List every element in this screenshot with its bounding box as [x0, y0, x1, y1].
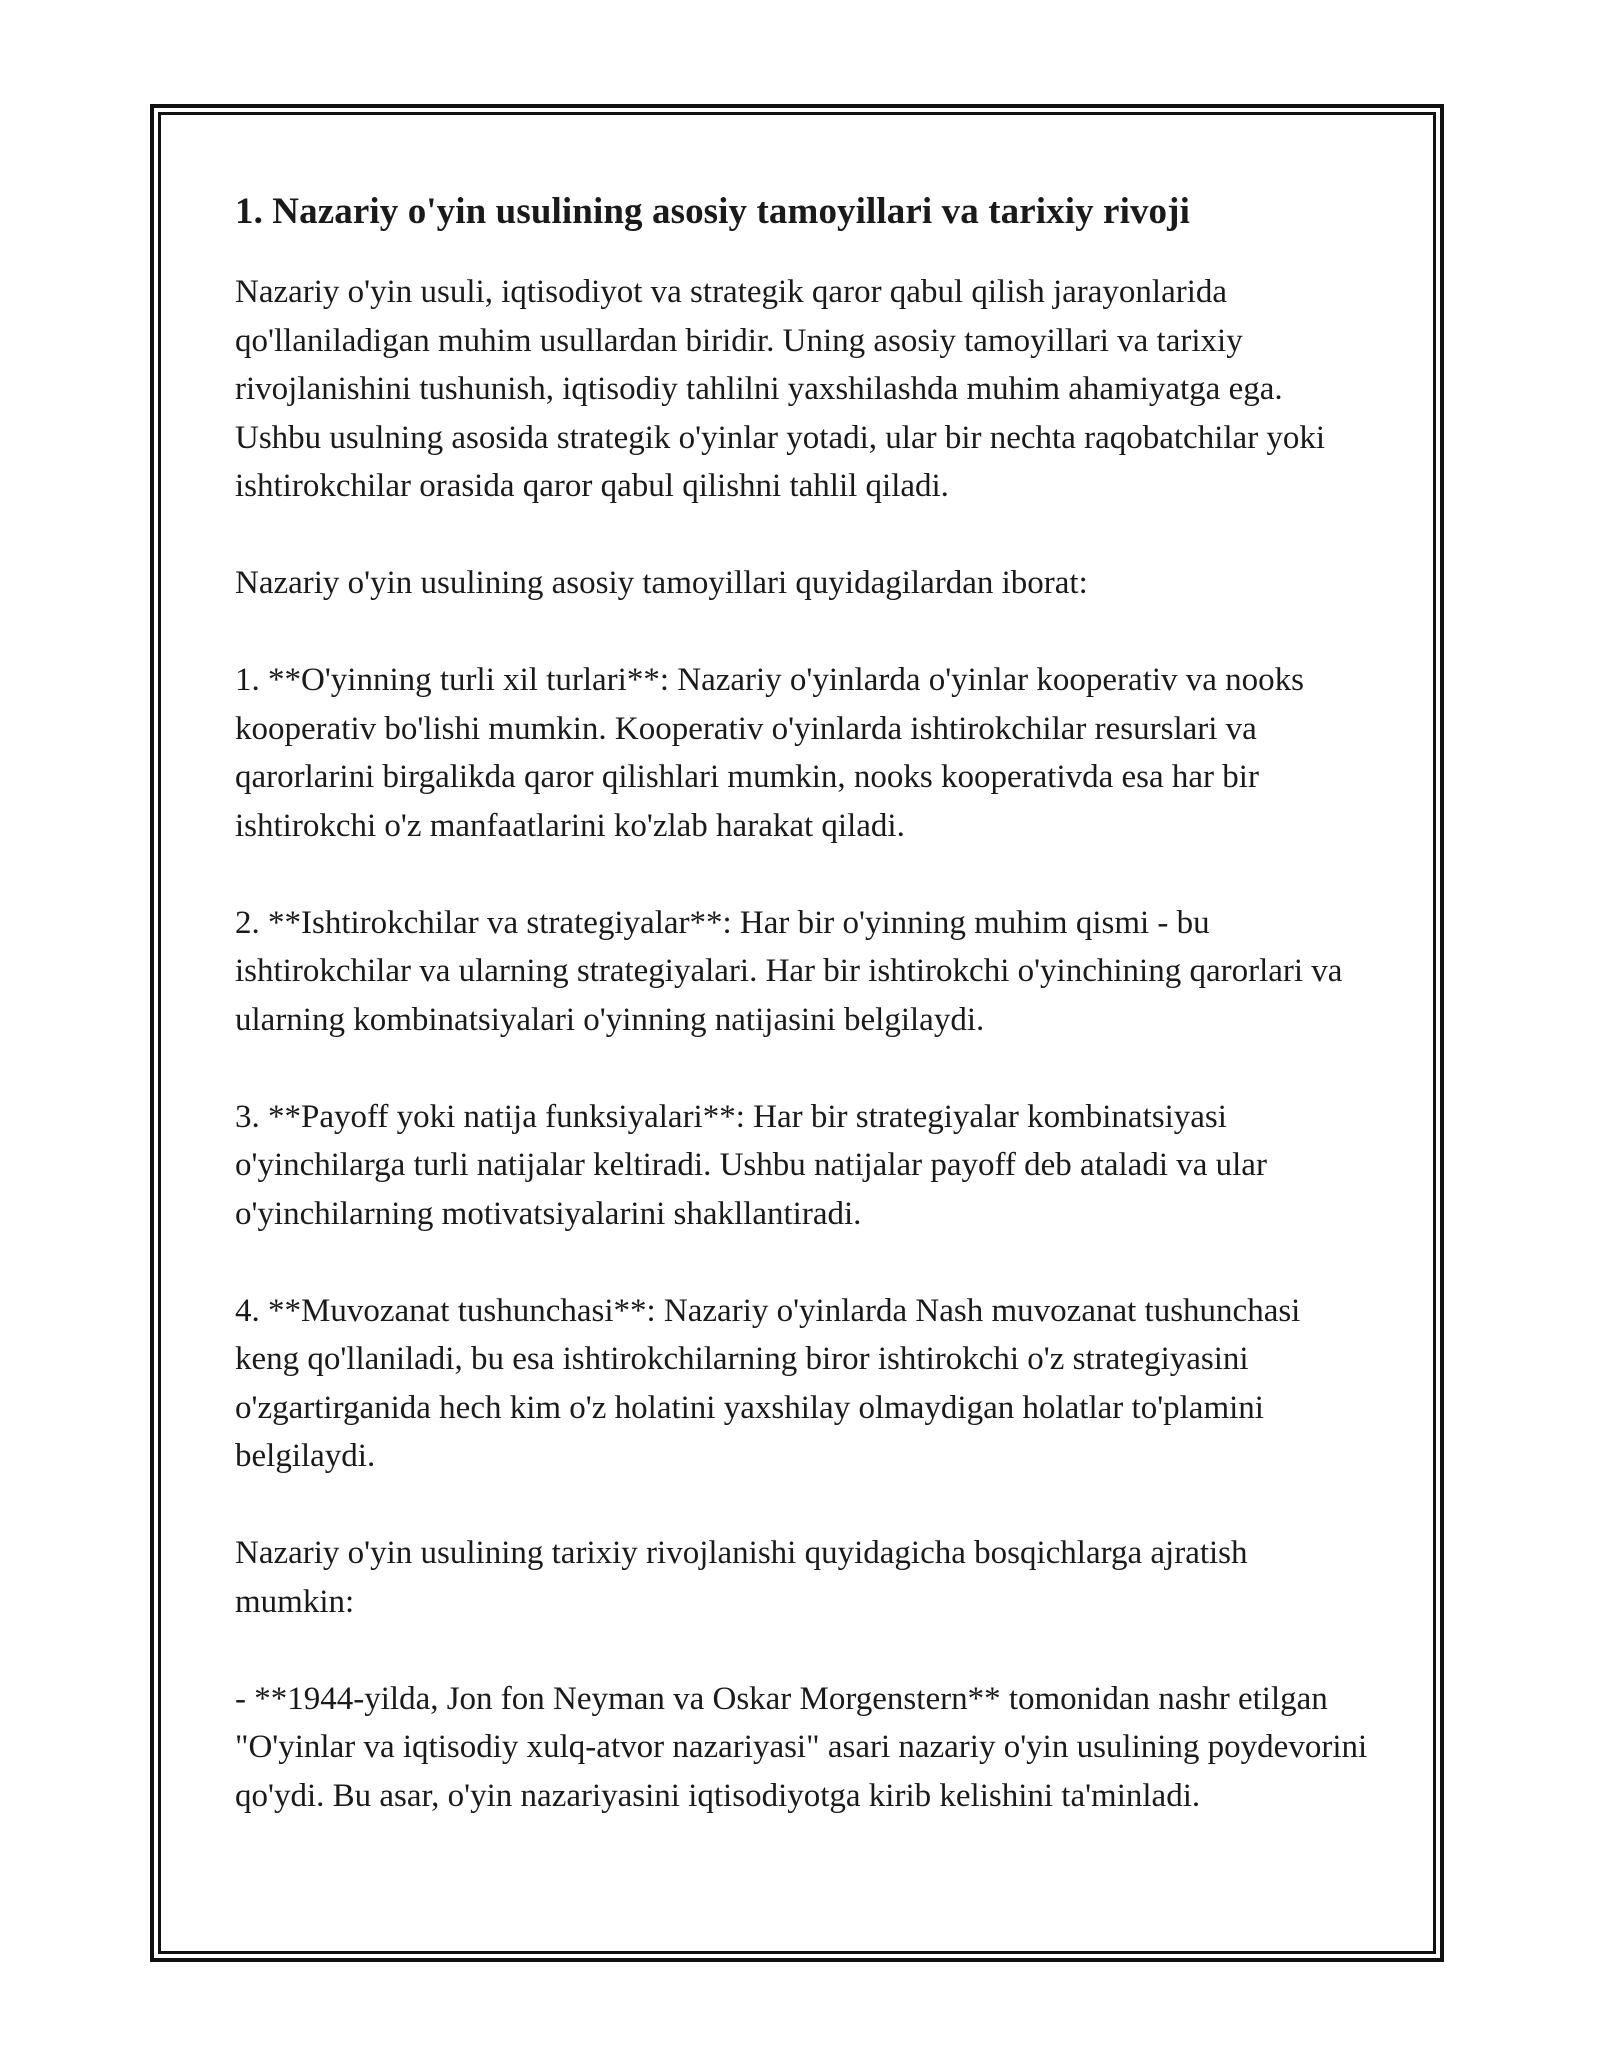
- section-heading: 1. Nazariy o'yin usulining asosiy tamoyillari va tarixiy rivoji: [235, 191, 1190, 232]
- document-body: [235, 188, 1370, 1869]
- list-item-game-types: 1. **O'yinning turli xil turlari**: Nazariy o'yinlarda o'yinlar kooperativ va nooks kooperativ bo'lishi mumkin. Kooperativ o'yinlarda ishtirokchilar resurslari va qarorlarini birgalikda qaror qilishlari mumkin, nooks kooperativda esa har bir ishtirokchi o'z manfaatlarini ko'zlab harakat qiladi.: [235, 662, 1305, 844]
- list-item-players-strategies: 2. **Ishtirokchilar va strategiyalar**: Har bir o'yinning muhim qismi - bu ishtirokchilar va ularning strategiyalari. Har bir ishtirokchi o'yinchining qarorlari va ularning kombinatsiyalari o'yinning natijasini belgilaydi.: [235, 904, 1343, 1038]
- paragraph-history-lead: Nazariy o'yin usulining tarixiy rivojlanishi quyidagicha bosqichlarga ajratish mumkin:: [235, 1535, 1248, 1620]
- list-item-1944: - **1944-yilda, Jon fon Neyman va Oskar Morgenstern** tomonidan nashr etilgan "O'yinlar va iqtisodiy xulq-atvor nazariyasi" asari nazariy o'yin usulining poydevorini qo'ydi. Bu asar, o'yin nazariyasini iqtisodiyotga kirib kelishini ta'minladi.: [235, 1680, 1368, 1814]
- paragraph-principles-lead: Nazariy o'yin usulining asosiy tamoyillari quyidagilardan iborat:: [235, 565, 1088, 601]
- paragraph-intro: Nazariy o'yin usuli, iqtisodiyot va strategik qaror qabul qilish jarayonlarida qo'llaniladigan muhim usullardan biridir. Uning asosiy tamoyillari va tarixiy rivojlanishini tushunish, iqtisodiy tahlilni yaxshilashda muhim ahamiyatga ega. Ushbu usulning asosida strategik o'yinlar yotadi, ular bir nechta raqobatchilar yoki ishtirokchilar orasida qaror qabul qilishni tahlil qiladi.: [235, 274, 1326, 504]
- list-item-equilibrium: 4. **Muvozanat tushunchasi**: Nazariy o'yinlarda Nash muvozanat tushunchasi keng qo'llaniladi, bu esa ishtirokchilarning biror ishtirokchi o'z strategiyasini o'zgartirganida hech kim o'z holatini yaxshilay olmaydigan holatlar to'plamini belgilaydi.: [235, 1292, 1301, 1474]
- list-item-payoff: 3. **Payoff yoki natija funksiyalari**: Har bir strategiyalar kombinatsiyasi o'yinchilarga turli natijalar keltiradi. Ushbu natijalar payoff deb ataladi va ular o'yinchilarning motivatsiyalarini shakllantiradi.: [235, 1098, 1267, 1232]
